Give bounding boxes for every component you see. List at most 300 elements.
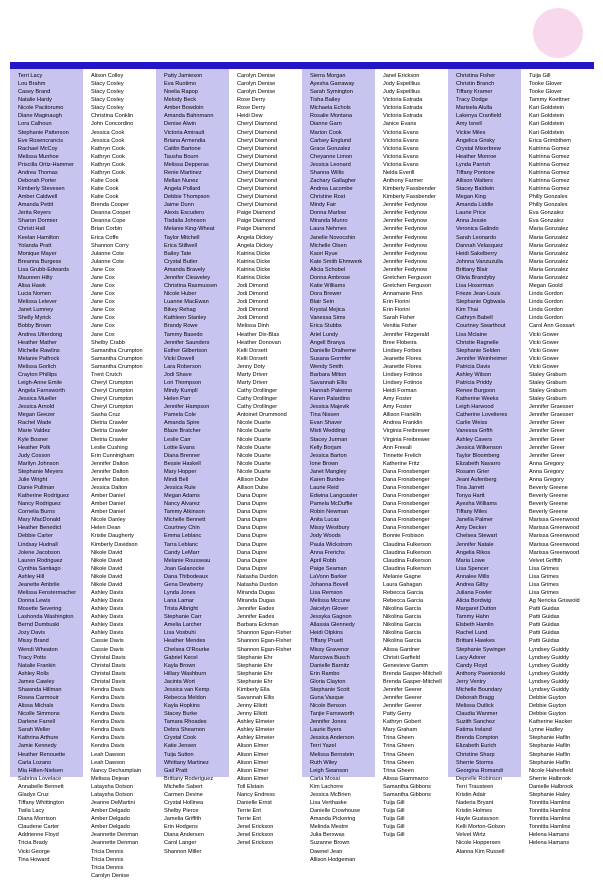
name-cell: Andrea Utterdong [18, 331, 63, 338]
name-cell: Amber Daniel [91, 509, 125, 516]
name-cell: Ashley Davis [91, 622, 124, 629]
name-cell: Dana Dupre [237, 501, 268, 508]
name-cell: Alexis Escudero [164, 210, 205, 217]
name-cell: Lindsey Forbes [383, 347, 422, 354]
name-cell: Cheryl Crumpton [91, 379, 134, 386]
name-cell: Mindi Bell [164, 476, 189, 483]
name-cell: Shelby Pierce [164, 808, 199, 815]
name-cell: Lauren Rodriguez [18, 557, 63, 564]
name-cell: Jennifer Fedynow [383, 250, 428, 257]
name-cell: Edwina Langcaster [310, 493, 358, 500]
name-cell: Susana Gormfer [310, 355, 352, 362]
name-cell: Deborah Bragg [456, 695, 494, 702]
name-cell: Michelle Bennett [164, 517, 206, 524]
name-cell: Melissa Bernstein [310, 751, 355, 758]
name-cell: Anthony Pawniorski [456, 670, 506, 677]
name-cell: Fatima Ireland [456, 727, 492, 734]
name-cell: Hillary Washburn [164, 670, 207, 677]
name-cell: Sarah Symington [310, 89, 353, 96]
name-cell: Missy Brand [18, 638, 49, 645]
name-cell: Robin Newman [310, 509, 349, 516]
name-cell: Samantha Gibbons [383, 783, 431, 790]
name-cell: Ashley Elmeier [237, 735, 275, 742]
name-cell: Jennifer Hampson [164, 404, 210, 411]
name-cell: Erica Stubbs [310, 323, 342, 330]
name-cell: Stephanie Haflin [529, 759, 571, 766]
name-cell: Jaime Dunn [164, 202, 194, 209]
name-cell: Cheryl Diamond [237, 169, 278, 176]
name-cell: Lakenya Cranfield [456, 113, 502, 120]
name-cell: Christi Garfield [383, 654, 420, 661]
name-cell: Vicki Gower [529, 355, 559, 362]
name-cell: Claudina Fulkerson [383, 549, 432, 556]
name-cell: Alicia Schobel [310, 266, 346, 273]
name-cell: Nicole Hoppersen [456, 840, 501, 847]
name-cell: Andrea Gilby [456, 581, 489, 588]
name-cell: Jennifer Weinheimer [456, 355, 508, 362]
name-cell: Angell Branya [310, 339, 345, 346]
name-cell: Taylor Mitchell [164, 234, 200, 241]
name-cell: Dana Fronsbenger [383, 525, 430, 532]
name-cell: Katie Cook [91, 186, 119, 193]
name-cell: Krystal Mejica [310, 307, 345, 314]
name-cell: Shannon Egan-Fisher [237, 646, 292, 653]
name-cell: Kate Smith Ehmwerk [310, 258, 363, 265]
name-cell: Dana Dupre [237, 493, 268, 500]
name-cell: Amy Isnell [456, 121, 482, 128]
name-cell: Natalie Hardy [18, 97, 52, 104]
name-cell: Dietria Crawler [91, 428, 128, 435]
name-cell: Jenel Erickson [237, 832, 274, 839]
name-cell: Cheryl Diamond [237, 145, 278, 152]
name-cell: Ashley Wilson [456, 371, 492, 378]
name-cell: Suzith Sanchez [456, 719, 495, 726]
name-cell: Jennifer Dalton [91, 460, 129, 467]
name-cell: Melissa Fenstermacher [18, 590, 77, 596]
name-cell: Debbie Guyton [529, 703, 567, 710]
name-cell: Patty Jamieson [164, 73, 203, 79]
name-cell: Monique Mayer [18, 250, 57, 257]
name-cell: Alissa Gardner [383, 646, 420, 653]
name-cell: Rachel Wade [18, 420, 52, 427]
name-cell: Addrienne Floyd [18, 832, 59, 839]
name-cell: Linda Gordon [529, 299, 563, 306]
name-cell: Staley Graburn [529, 396, 567, 403]
name-cell: Jennifer Graesser [529, 412, 574, 419]
name-cell: Caitlin Bartone [164, 145, 201, 152]
name-cell: Mary Hopper [164, 468, 197, 475]
name-cell: Melissa Gorlich [18, 363, 57, 370]
name-cell: Zachary Gallagher [310, 178, 357, 185]
name-cell: Jody Woods [310, 533, 341, 540]
name-cell: Jodi Shave [164, 371, 192, 378]
name-cell: Chelsea Stewart [456, 533, 498, 540]
name-cell: Jeannette Denman [91, 832, 139, 839]
name-cell: Dana Fronsbenger [383, 484, 430, 491]
name-cell: Samantha Gibbons [383, 791, 431, 798]
name-cell: Katie Jensen [164, 743, 197, 750]
name-cell: Janelle Novocshin [310, 234, 356, 241]
name-cell: Dana Fronsbenger [383, 517, 430, 524]
name-cell: Miranda Dugas [237, 590, 275, 596]
name-cell: Melissa Outlick [456, 703, 494, 710]
name-cell: Carolyn Denise [91, 872, 130, 879]
name-cell: Cheryl Diamond [237, 202, 278, 209]
name-cell: Savannah Ellis [310, 379, 348, 386]
name-cell: Jessica Cook [91, 137, 125, 144]
name-cell: Kaori Ryue [310, 250, 338, 257]
name-cell: Christina Rasmussen [164, 283, 218, 290]
name-cell: Dana Fronsbenger [383, 501, 430, 508]
name-column-6 [375, 69, 448, 839]
name-cell: Cheryl Crumpton [91, 388, 134, 395]
name-cell: Tonnitta Hamlins [529, 824, 571, 831]
name-cell: Rachel Lund [456, 630, 488, 637]
name-cell: Tiffany Whittington [18, 800, 65, 807]
name-cell: Veronica Galindo [456, 226, 499, 233]
name-cell: Tuija Gill [529, 73, 551, 79]
name-cell: Katrinna Gomez [529, 186, 570, 193]
name-cell: Wendy Smith [310, 363, 344, 370]
name-cell: Juliana Fowler [456, 590, 493, 596]
name-cell: Briana Armendia [164, 137, 206, 144]
name-cell: Maria Lowe [456, 557, 485, 564]
name-cell: Hayle Gustavson [456, 816, 499, 823]
name-cell: Lisa Grubb-Edwards [18, 266, 69, 273]
name-cell: Tiffany Kramer [456, 89, 493, 96]
name-cell: Donna Ambrose [310, 274, 351, 281]
name-cell: Nicole Duarte [237, 444, 271, 451]
name-cell: Alison Elmer [237, 759, 269, 766]
name-cell: Bikey Rehag [164, 307, 196, 314]
name-cell: Jennifer Dalton [91, 476, 129, 483]
name-cell: Kendra Davis [91, 686, 125, 693]
name-cell: Courtney Chin [164, 525, 200, 532]
name-cell: Leslie Carr [164, 436, 192, 443]
name-cell: Jerita Reyers [18, 210, 51, 217]
name-cell: Elsbeth Hamlin [456, 622, 494, 629]
name-cell: Kathryn Gobert [383, 719, 421, 726]
name-cell: Jane Cox [91, 331, 115, 338]
name-cell: Donna Lewis [18, 598, 51, 605]
name-cell: Heather Renouette [18, 751, 66, 758]
name-cell: Dana Dupre [237, 525, 268, 532]
name-cell: Nikole David [91, 565, 123, 572]
name-cell: Deanna Cope [91, 218, 126, 225]
name-cell: Vicki Gower [529, 339, 559, 346]
name-cell: Kathleen Stanley [164, 315, 207, 322]
name-cell: Paige Diamond [237, 218, 276, 225]
name-cell: Tisdalia Johnson [164, 218, 206, 225]
name-cell: Christine Rost [310, 194, 346, 201]
name-cell: Katherine Weeks [456, 396, 499, 403]
name-cell: Kathryn Cook [91, 153, 125, 160]
name-cell: Savannah Ellis [237, 695, 275, 702]
name-cell: Yolanda Pratt [18, 242, 52, 249]
name-cell: Allassia Glennedy [310, 622, 355, 629]
name-cell: Tinnette Frelich [383, 452, 422, 459]
name-cell: Jessica Arnold [18, 404, 55, 411]
name-cell: Sharon Dormier [18, 218, 58, 225]
name-cell: Jennifer Fedynow [383, 242, 428, 249]
name-cell: Shannon Miller [164, 848, 202, 855]
name-cell: Julie Wright [18, 476, 48, 483]
name-cell: Kendra Davis [91, 743, 125, 750]
name-cell: Ione Brown [310, 460, 339, 467]
name-cell: Nikolina Garcia [383, 622, 421, 629]
name-cell: Genevieve Gamm [383, 662, 429, 669]
name-cell: Lisa Remson [310, 590, 343, 596]
name-cell: Bobby Brown [18, 323, 52, 330]
name-cell: Beverly Greene [529, 484, 568, 491]
name-cell: Lisa Vosbuhi [164, 630, 196, 637]
name-cell: Jeanette Flores [383, 355, 422, 362]
name-column-1 [10, 69, 83, 863]
name-cell: Vicki George [18, 848, 50, 855]
name-cell: Erica Coffe [91, 234, 119, 241]
name-cell: Erica Grimbthem [529, 137, 571, 144]
name-cell: Stephanie Ogbwala [456, 299, 505, 306]
name-cell: Danielle Barnitz [310, 662, 350, 669]
name-cell: LaVonn Barker [310, 573, 348, 580]
name-cell: Jennifer Greer [529, 428, 565, 435]
name-cell: Diana Morrison [18, 816, 56, 823]
name-cell: Marissa Greenwood [529, 541, 580, 548]
decorative-circle [533, 8, 583, 58]
name-cell: Anna Jessie [456, 218, 487, 225]
name-cell: Tiffany Miles [456, 509, 488, 516]
name-cell: Kendra Davis [91, 711, 125, 718]
name-cell: Kathrina Arthure [18, 735, 59, 742]
name-cell: Jennifer Greer [529, 444, 565, 451]
name-cell: Lara Roberson [164, 363, 202, 370]
name-cell: Heather Mendes [164, 638, 206, 645]
name-cell: Nikole David [91, 557, 123, 564]
name-cell: Heather Dix-Blas [237, 331, 280, 338]
name-cell: Kari Goldstein [529, 113, 565, 120]
name-cell: Mindy Fair [310, 202, 337, 209]
name-cell: Melissa Lelever [18, 299, 57, 306]
name-cell: Amanda Spire [164, 420, 200, 427]
name-cell: Jodi Dimond [237, 291, 269, 298]
name-cell: Claudina Fulkerson [383, 541, 432, 548]
name-cell: Paige Diamond [237, 210, 276, 217]
name-cell: Alison Colley [91, 73, 124, 79]
name-cell: Stacy Coxley [91, 97, 124, 104]
name-cell: Ag Nericka Griswold [529, 598, 580, 605]
name-cell: John Concordino [91, 121, 134, 128]
name-cell: Tamara Rhoades [164, 719, 207, 726]
name-cell: Heather Donovan [237, 339, 281, 346]
name-cell: Tina Nissen [310, 412, 340, 419]
name-cell: Jennifer Fedynow [383, 226, 428, 233]
name-cell: Nikolina Garcia [383, 606, 421, 613]
name-cell: Virginia Freibrewer [383, 436, 430, 443]
name-cell: Linda Gordon [529, 291, 563, 298]
name-cell: Jennifer Saunders [164, 339, 210, 346]
name-cell: Tonnitta Hamlins [529, 816, 571, 823]
name-cell: Victoria Estrada [383, 105, 423, 112]
name-cell: Dana Fronsbenger [383, 476, 430, 483]
name-cell: Maria Gonzalez [529, 234, 569, 241]
name-cell: Twila Lacy [18, 808, 45, 815]
name-cell: Carolyn Denise [237, 81, 276, 88]
name-cell: Megan Adams [164, 493, 200, 500]
name-cell: Debra Shearnon [164, 727, 206, 734]
name-cell: Leigh Swanson [310, 767, 349, 774]
name-cell: Andrea Lacombe [310, 186, 353, 193]
name-cell: Stacy Coxley [91, 105, 124, 112]
name-cell: Helen Parr [164, 396, 191, 403]
name-cell: Jennifer Fedynow [383, 266, 428, 273]
name-cell: Stephanie Selden [456, 347, 501, 354]
name-cell: Cheryl Diamond [237, 153, 278, 160]
name-cell: Danielle Crowhouse [310, 808, 361, 815]
name-cell: Samantha Crumpton [91, 347, 143, 354]
name-cell: Lyndsey Guiddy [529, 662, 569, 669]
name-cell: Katrina Dicke [237, 274, 271, 281]
name-cell: Julanne Cote [91, 258, 124, 265]
name-cell: Jennifer Greer [529, 436, 565, 443]
name-cell: Christal Davis [91, 654, 126, 661]
name-cell: Laurie Byers [310, 727, 342, 734]
name-cell: Katrinna Gomez [529, 169, 570, 176]
name-cell: Staley Graburn [529, 371, 567, 378]
name-cell: Jane Cox [91, 274, 115, 281]
name-cell: Jozy Davis [18, 630, 46, 637]
name-cell: Stephanie Sywinger [456, 646, 506, 653]
name-cell: Kristin Holmes [456, 808, 493, 815]
name-cell: Nicole Huber [164, 291, 197, 298]
name-cell: Laura Nehmes [310, 226, 347, 233]
name-cell: Cheryl Crumpton [91, 404, 134, 411]
name-cell: Katherine Fritz [383, 460, 420, 467]
name-cell: Dana Dupre [237, 549, 268, 556]
name-cell: Velvet Wirtz [456, 832, 486, 839]
name-cell: Christal Davis [91, 670, 126, 677]
name-cell: Carol Langer [164, 840, 197, 847]
name-cell: Laurie Reid [310, 484, 339, 491]
name-cell: Debbie Guyton [529, 695, 567, 702]
name-cell: Samantha Crumpton [91, 363, 143, 370]
name-cell: Jeanette Flores [383, 363, 422, 370]
name-cell: Lottie Evans [164, 444, 195, 451]
name-cell: Taylor Bloomberg [456, 452, 500, 459]
name-cell: Naderia Bryant [456, 800, 494, 807]
name-cell: Kendra Davis [91, 727, 125, 734]
name-cell: Ayesha Garraway [310, 81, 355, 88]
name-cell: Heather Mather [18, 339, 57, 346]
name-cell: Nicole Duarte [237, 420, 271, 427]
name-cell: Jennifer Greer [529, 452, 565, 459]
name-cell: Lora Calhoun [18, 121, 52, 128]
name-cell: Dana Dupre [237, 557, 268, 564]
name-cell: Jodi Dimond [237, 307, 269, 314]
name-cell: Jamelia Griffith [164, 816, 202, 823]
name-cell: Melissa Dinh [237, 323, 270, 330]
name-cell: Rosann Grier [456, 468, 490, 475]
name-cell: Stephanie Carr [164, 614, 202, 621]
name-cell: Leah Dawson [91, 759, 126, 766]
name-cell: Vicki Dowell [164, 355, 195, 362]
name-cell: Gail Pratt [164, 767, 188, 774]
name-cell: Lynda Parrish [456, 161, 491, 168]
name-cell: Marissa Greenwood [529, 517, 580, 524]
name-cell: Tricia Dennis [91, 856, 124, 863]
name-cell: Stephanie Scott [310, 686, 350, 693]
name-cell: Allison Hodgeman [310, 856, 356, 863]
name-cell: Dana Fronsbenger [383, 493, 430, 500]
name-cell: Joan Galanocke [164, 565, 205, 572]
name-cell: Patricia Davis [456, 363, 491, 370]
name-cell: Anna Gregory [529, 468, 564, 475]
name-cell: Katie Cook [91, 194, 119, 201]
name-cell: Noelia Rapop [164, 89, 198, 96]
name-cell: Amy Foster [383, 396, 412, 403]
name-cell: Jane Cox [91, 299, 115, 306]
name-cell: Cheryl Diamond [237, 178, 278, 185]
name-cell: Shelly Myrick [18, 315, 51, 322]
name-cell: Jody Espeillius [383, 81, 420, 88]
name-cell: Nikolina Garcia [383, 630, 421, 637]
name-cell: Annamarie Finn [383, 291, 423, 298]
name-cell: Tuija Gill [383, 800, 405, 807]
name-cell: Carolyn Denise [237, 73, 276, 79]
name-cell: Lindsay Hudnall [18, 541, 58, 548]
name-cell: Ashley Cavers [456, 436, 493, 443]
name-cell: Stephanie Haflin [529, 751, 571, 758]
name-cell: Dietria Crawler [91, 436, 128, 443]
name-cell: Annabelle Bennett [18, 783, 64, 790]
name-cell: Nikolina Garcia [383, 614, 421, 621]
name-cell: Melanie Rousseau [164, 557, 211, 564]
name-cell: Natasha Durdon [237, 573, 278, 580]
name-cell: Gena Dewberry [164, 581, 204, 588]
name-cell: Nicole Pacitorumo [18, 105, 64, 112]
name-cell: Kyle Bosner [18, 436, 49, 443]
name-cell: Allison Franklin [383, 412, 421, 419]
name-cell: Ayesha Williams [456, 501, 497, 508]
name-table [10, 69, 594, 879]
name-cell: Leigh Harwood [456, 404, 494, 411]
name-cell: Helen Dean [91, 525, 121, 532]
name-cell: Marcowa Busch [310, 654, 350, 661]
name-cell: Lyndsey Guiddy [529, 646, 569, 653]
name-cell: Paula Wickstrom [310, 541, 352, 548]
name-cell: Crystal Cook [164, 735, 197, 742]
name-cell: Patricia Priddy [456, 379, 493, 386]
name-cell: Nicole Danley [91, 517, 126, 524]
name-cell: Sarah Weller [18, 727, 51, 734]
name-cell: Ruth Wiley [310, 759, 338, 766]
name-cell: Rebecca Garcia [383, 590, 424, 596]
name-cell: Allison Dube [237, 476, 269, 483]
name-cell: Erin Hodgens [164, 824, 198, 831]
name-cell: Jenny Doty [237, 363, 265, 370]
name-cell: Nicole Benson [310, 703, 347, 710]
name-cell: Eve Rosencrancis [18, 137, 64, 144]
name-cell: Dana Fronsbenger [383, 468, 430, 475]
name-cell: Alicia Bordwig [456, 598, 492, 605]
name-cell: Jane Cox [91, 315, 115, 322]
name-cell: Cynthia Santiago [18, 565, 61, 572]
name-cell: Jennifer Eades [237, 614, 275, 621]
name-cell: Christine Sharp [456, 751, 495, 758]
name-cell: Victoria Evans [383, 145, 419, 152]
name-cell: Cheryl Diamond [237, 129, 278, 136]
name-cell: Lisa Grimes [529, 581, 559, 588]
name-cell: Judy Cosson [18, 452, 51, 459]
